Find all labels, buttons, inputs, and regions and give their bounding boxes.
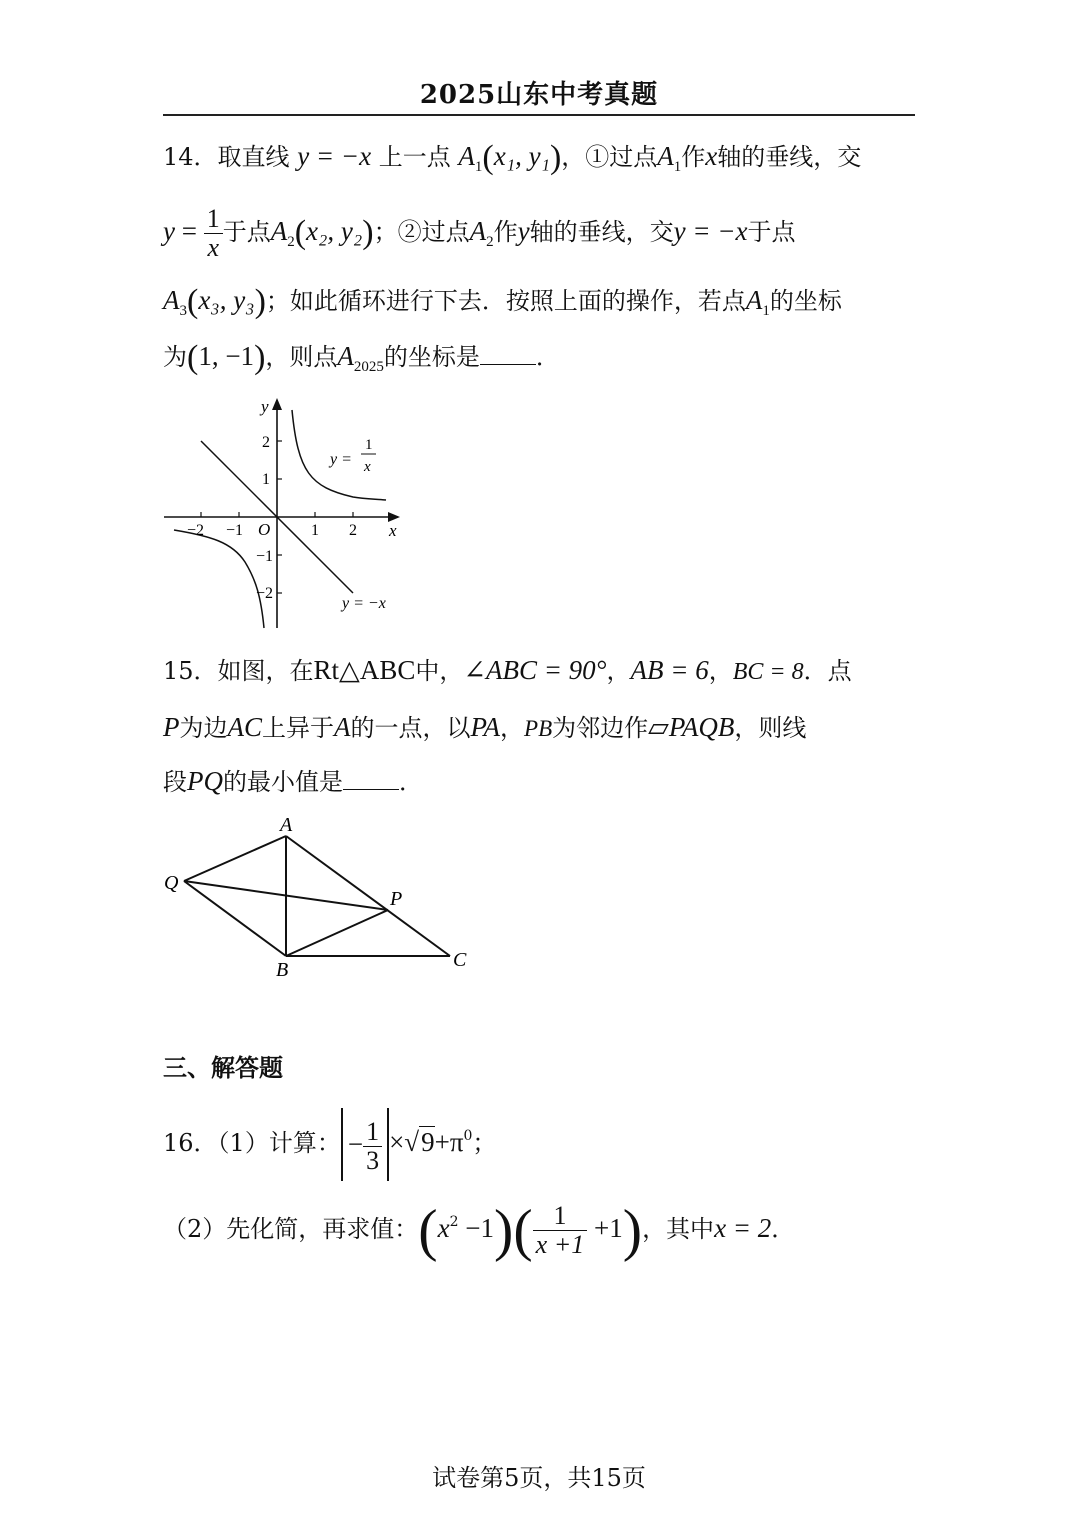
curve-label-num: 1 bbox=[365, 437, 373, 453]
origin-label: O bbox=[258, 520, 271, 539]
label-B: B bbox=[276, 959, 289, 981]
header-divider bbox=[163, 114, 915, 116]
q15-figure bbox=[160, 808, 480, 988]
q14-number: 14． bbox=[163, 143, 218, 171]
segment-AC bbox=[286, 836, 450, 956]
q15-line-3: 段PQ的最小值是 ． bbox=[163, 766, 423, 796]
line-label: y = −x bbox=[342, 595, 386, 612]
axis-label-x: x bbox=[389, 521, 397, 540]
xtick-label: 1 bbox=[311, 522, 319, 539]
q15-number: 15． bbox=[163, 657, 218, 685]
ytick-label: 2 bbox=[262, 434, 270, 451]
label-A: A bbox=[280, 814, 293, 836]
label-C: C bbox=[453, 949, 467, 971]
q16-number: 16． bbox=[163, 1129, 218, 1157]
q14-fraction: $\frac{1}{x}$ bbox=[204, 205, 223, 262]
q14-line-1: 14．取直线 y = −x 上一点 $A_1(x_1$, y₁)，①过点$A_1$作x轴的垂线，交 bbox=[163, 139, 862, 176]
answer-blank bbox=[343, 769, 399, 790]
xtick-label: 2 bbox=[349, 522, 357, 539]
ytick-label: −2 bbox=[256, 585, 274, 602]
absolute-value: − $\frac{1}{3}$ bbox=[341, 1108, 389, 1181]
q14-line-3: $A_3(x_3$, y₃)；如此循环进行下去．按照上面的操作，若点$A_1$的坐标 bbox=[163, 283, 842, 320]
segment-QB bbox=[184, 881, 286, 956]
ytick-label: 1 bbox=[262, 471, 270, 488]
q14-line-eq: y = −x bbox=[297, 141, 372, 171]
q16-part-2: （2）先化简，再求值：$(x^2 -1)$( $\frac{1}{x +1}$ +1)，其中x = 2． bbox=[163, 1197, 796, 1263]
xtick-label: −2 bbox=[187, 522, 205, 539]
ytick-label: −1 bbox=[256, 548, 274, 565]
section-title: 三、解答题 bbox=[163, 1053, 283, 1082]
xtick-label: −1 bbox=[226, 522, 244, 539]
q14-line-2: y = $\frac{1}{x}$ 于点$A_2(x_2$, y₂)；②过点$A_2$作y轴的垂线，交y = −x于点 bbox=[163, 204, 796, 262]
q16-part-1: 16．（1）计算： − $\frac{1}{3}$ $\times√9+\pi^0$； bbox=[163, 1100, 496, 1181]
sqrt-sign: √ bbox=[404, 1127, 420, 1157]
hyperbola-branch-negative bbox=[174, 530, 264, 628]
label-Q: Q bbox=[164, 872, 179, 894]
segment-PB bbox=[286, 910, 388, 956]
q15-line-1: 15．如图，在Rt△ABC中，∠ABC = 90°，AB = 6，BC = 8．点 bbox=[163, 655, 852, 685]
page-title: 2025山东中考真题 bbox=[419, 80, 659, 110]
y-axis-arrow bbox=[272, 398, 282, 410]
curve-label-den: x bbox=[364, 459, 371, 475]
point-A1: $A_1$ bbox=[458, 141, 483, 175]
page-footer: 试卷第5页，共15页 bbox=[432, 1464, 646, 1492]
answer-blank bbox=[480, 344, 536, 365]
axis-label-y: y bbox=[261, 397, 269, 416]
q14-graph bbox=[160, 392, 410, 632]
curve-label: y = bbox=[330, 451, 352, 468]
label-P: P bbox=[390, 888, 403, 910]
q14-line-4: 为(1, −1)，则点$A_{2025}$的坐标是 ． bbox=[163, 339, 560, 376]
q15-line-2: P为边AC上异于A的一点，以PA，PB为邻边作▱PAQB，则线 bbox=[163, 712, 807, 742]
segment-QA bbox=[184, 836, 286, 881]
